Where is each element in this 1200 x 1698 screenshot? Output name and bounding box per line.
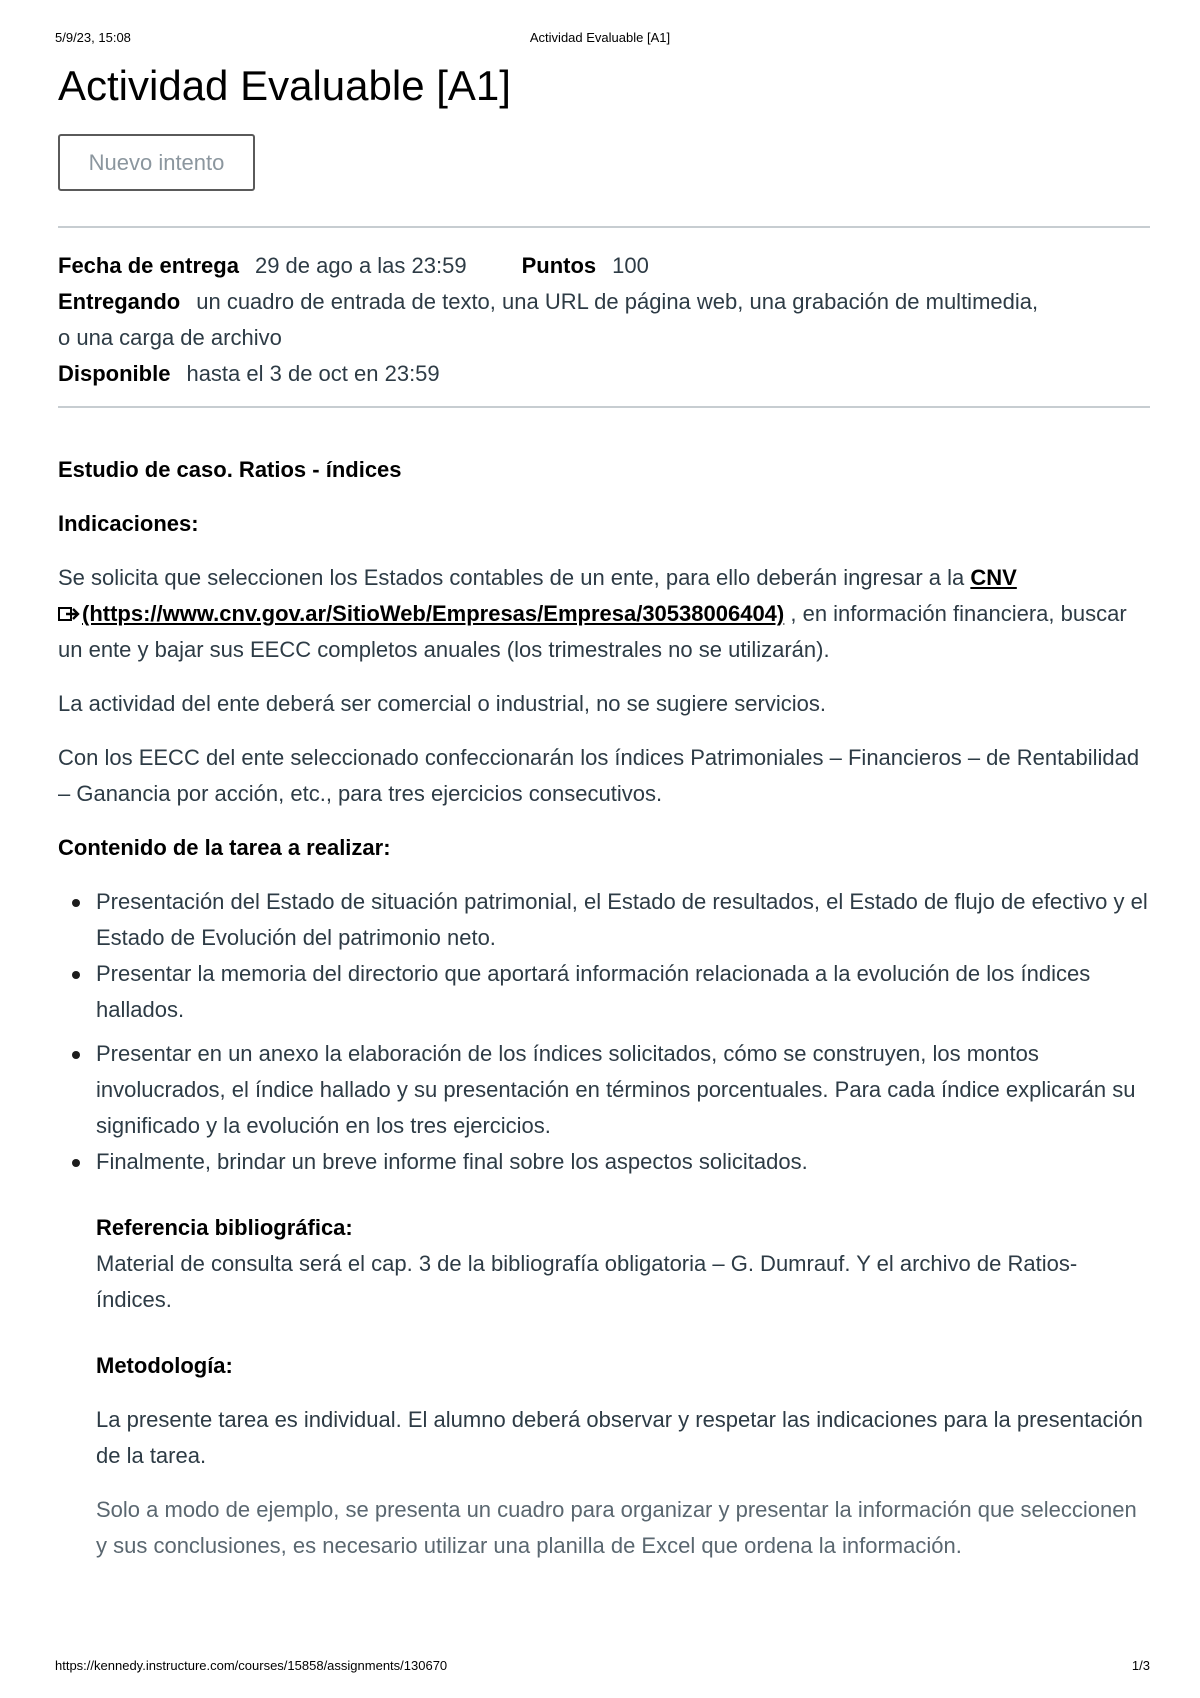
- due-date-value: 29 de ago a las 23:59: [254, 253, 467, 278]
- page-number: 1/3: [1131, 1658, 1150, 1673]
- task-list: [58, 884, 1150, 1180]
- assignment-content: [58, 58, 1150, 1582]
- cnv-link-label: CNV: [970, 565, 1017, 590]
- assignment-details: [58, 228, 1150, 406]
- task-heading: Contenido de la tarea a realizar:: [58, 835, 391, 860]
- methodology-text: La presente tarea es individual. El alumno deberá observar y respetar las indicaciones para la presentación de la tarea.: [96, 1407, 1143, 1468]
- instructions-paragraph: [58, 560, 1150, 668]
- cnv-link-url: (https://www.cnv.gov.ar/SitioWeb/Empresas/Empresa/30538006404): [82, 601, 785, 626]
- print-footer: [0, 1658, 1200, 1678]
- submitting-value: un cuadro de entrada de texto, una URL de página web, una grabación de multimedia,: [196, 289, 1039, 314]
- indications-heading: Indicaciones:: [58, 511, 199, 536]
- print-document-title: Actividad Evaluable [A1]: [529, 30, 671, 45]
- bibliography-block: [96, 1210, 1150, 1318]
- list-item: Finalmente, brindar un breve informe final sobre los aspectos solicitados.: [96, 1144, 1150, 1180]
- available-value: hasta el 3 de oct en 23:59: [186, 361, 440, 386]
- ratios-paragraph: Con los EECC del ente seleccionado confeccionarán los índices Patrimoniales – Financieros – de Rentabilidad – Ganancia por acción, etc., para tres ejercicios consecutivos.: [58, 745, 1140, 806]
- activity-type-paragraph: La actividad del ente deberá ser comercial o industrial, no se sugiere servicios.: [58, 691, 826, 716]
- available-row: [58, 356, 1150, 392]
- reference-heading: Referencia bibliográfica:: [96, 1215, 353, 1240]
- submitting-row: [58, 284, 1150, 320]
- print-header: [0, 30, 1200, 50]
- list-item: Presentar en un anexo la elaboración de los índices solicitados, cómo se construyen, los montos involucrados, el índice hallado y su presentación en términos porcentuales. Para cada índice explicarán su significado y la evolución en los tres ejercicios.: [96, 1036, 1150, 1144]
- references-section: [58, 1210, 1150, 1564]
- page-title: Actividad Evaluable [A1]: [58, 62, 511, 109]
- reference-text: Material de consulta será el cap. 3 de la bibliografía obligatoria – G. Dumrauf. Y el archivo de Ratios-índices.: [96, 1251, 1078, 1312]
- due-date-label: Fecha de entrega: [58, 253, 239, 278]
- due-points-row: [58, 248, 1150, 284]
- print-date: 5/9/23, 15:08: [55, 30, 131, 45]
- list-item: Presentar la memoria del directorio que aportará información relacionada a la evolución de los índices hallados.: [96, 956, 1150, 1028]
- instructions-text: Se solicita que seleccionen los Estados contables de un ente, para ello deberán ingresar a la: [58, 565, 971, 590]
- case-study-heading: Estudio de caso. Ratios - índices: [58, 457, 402, 482]
- print-url: https://kennedy.instructure.com/courses/15858/assignments/130670: [55, 1658, 448, 1673]
- instructions-text-cont: , en información financiera, buscar un ente y bajar sus EECC completos anuales (los trimestrales no se utilizarán).: [58, 601, 1127, 662]
- points-value: 100: [612, 253, 649, 278]
- submitting-value-cont: o una carga de archivo: [58, 325, 282, 350]
- list-item: Presentación del Estado de situación patrimonial, el Estado de resultados, el Estado de flujo de efectivo y el Estado de Evolución del patrimonio neto.: [96, 884, 1150, 956]
- available-label: Disponible: [58, 361, 171, 386]
- submitting-row-cont: [58, 320, 1150, 356]
- example-text: Solo a modo de ejemplo, se presenta un cuadro para organizar y presentar la información que seleccionen y sus conclusiones, es necesario utilizar una planilla de Excel que ordena la información.: [96, 1497, 1137, 1558]
- external-link-icon: [58, 606, 80, 622]
- points-label: Puntos: [521, 253, 597, 278]
- submitting-label: Entregando: [58, 289, 181, 314]
- methodology-heading: Metodología:: [96, 1353, 233, 1378]
- new-attempt-button[interactable]: Nuevo intento: [58, 134, 255, 191]
- assignment-description: [58, 408, 1150, 1564]
